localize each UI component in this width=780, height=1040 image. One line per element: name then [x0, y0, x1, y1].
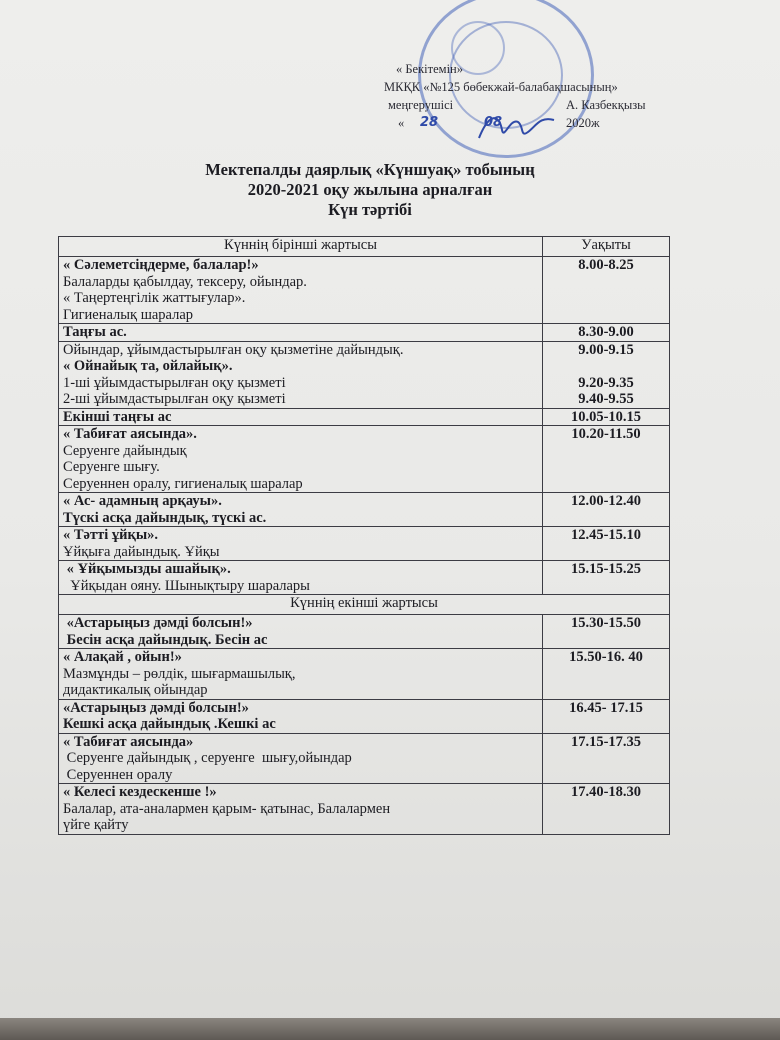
activity-line: Серуенге дайындық , серуенге шығу,ойындар [63, 750, 352, 766]
activity-line: Балаларды қабылдау, тексеру, ойындар. [63, 273, 307, 290]
activity-title: « Тәтті ұйқы». [63, 527, 159, 543]
activity-line: 2-ші ұйымдастырылған оқу қызметі [63, 391, 286, 407]
table-row [59, 784, 670, 835]
activity-line: Ұйқыға дайындық. Ұйқы [63, 543, 220, 560]
activity-line: Бесін асқа дайындық. Бесін ас [63, 631, 268, 648]
time-cell: 8.30-9.00 [543, 324, 670, 342]
activity-line: Ойындар, ұйымдастырылған оқу қызметіне дайындық. [63, 341, 404, 358]
activity-line: дидактикалық ойындар [63, 682, 208, 698]
approval-line-4-right: 2020ж [566, 116, 600, 130]
activity-line: үйге қайту [63, 817, 129, 833]
table-row [59, 426, 670, 493]
table-row [59, 341, 670, 408]
activity-title: « Табиғат аясында» [63, 733, 194, 750]
activity-title: Таңғы ас. [59, 324, 543, 342]
table-row [59, 615, 670, 649]
activity-title: Екінші таңғы ас [59, 408, 543, 426]
activity-title: « Сәлеметсіңдерме, балалар!» [63, 257, 259, 273]
activity-line: Гигиеналық шаралар [63, 306, 194, 323]
document-title-line-1: Мектепалды даярлық «Күншуақ» тобының [205, 160, 535, 179]
activity-title: « Ұйқымызды ашайық». [63, 561, 231, 577]
activity-line: Серуеннен оралу, гигиеналық шаралар [63, 475, 303, 492]
activity-line: Түскі асқа дайындық, түскі ас. [63, 509, 267, 526]
table-row [59, 733, 670, 784]
time-cell: 17.15-17.35 [543, 733, 670, 784]
table-row [59, 493, 670, 527]
time-cell: 10.05-10.15 [543, 408, 670, 426]
table-row [59, 649, 670, 700]
time-value: 9.20-9.35 [578, 374, 634, 391]
header-activity: Күннің бірінші жартысы [59, 237, 543, 257]
header-time: Уақыты [543, 237, 670, 257]
signature-month: 08 [484, 115, 503, 130]
approval-line-1: « Бекітемін» [396, 62, 463, 76]
time-cell: 17.40-18.30 [543, 784, 670, 835]
schedule-table [58, 236, 670, 835]
time-cell: 12.45-15.10 [543, 527, 670, 561]
document-title-line-3: Күн тәртібі [328, 200, 412, 219]
activity-line: Серуеннен оралу [63, 766, 173, 783]
table-row [59, 408, 670, 426]
time-cell: 8.00-8.25 [543, 257, 670, 324]
approval-line-3-left: меңгерушісі [388, 98, 454, 112]
table-row [59, 257, 670, 324]
activity-title: « Табиғат аясында». [63, 426, 197, 442]
table-row [59, 527, 670, 561]
table-row [59, 699, 670, 733]
activity-line: 1-ші ұйымдастырылған оқу қызметі [63, 374, 286, 391]
activity-title: « Келесі кездескенше !» [63, 784, 217, 800]
activity-line: Мазмұнды – рөлдік, шығармашылық, [63, 665, 296, 682]
table-row [59, 561, 670, 595]
activity-title: « Ойнайық та, ойлайық». [63, 358, 233, 374]
time-cell: 15.15-15.25 [543, 561, 670, 595]
table-header-row [59, 237, 670, 257]
section-row [59, 595, 670, 615]
activity-title: « Алақай , ойын!» [63, 649, 182, 665]
approval-line-4-left: « [398, 116, 405, 130]
activity-line: Серуенге шығу. [63, 459, 160, 475]
document-title-line-2: 2020-2021 оқу жылына арналған [247, 180, 493, 199]
section-title: Күннің екінші жартысы [59, 595, 670, 615]
activity-line: Кешкі асқа дайындық .Кешкі ас [63, 716, 276, 732]
time-cell: 15.30-15.50 [543, 615, 670, 649]
approval-line-3-right: А. Казбекқызы [566, 98, 646, 112]
time-cell: 12.00-12.40 [543, 493, 670, 527]
background-surface [0, 1018, 780, 1040]
time-cell: 10.20-11.50 [543, 426, 670, 493]
activity-line: « Таңертеңгілік жаттығулар». [63, 290, 246, 306]
approval-line-2: МКҚК «№125 бөбекжай-балабақшасының» [384, 80, 618, 94]
activity-title: « Ас- адамның арқауы». [63, 493, 222, 509]
activity-line: Балалар, ата-аналармен қарым- қатынас, Балалармен [63, 800, 391, 817]
signature-day: 28 [420, 115, 439, 130]
activity-line: Ұйқыдан ояну. Шынықтыру шаралары [63, 577, 310, 594]
time-cell: 15.50-16. 40 [543, 649, 670, 700]
activity-title: «Астарыңыз дәмді болсын!» [63, 615, 253, 631]
time-cell: 16.45- 17.15 [543, 699, 670, 733]
activity-title: «Астарыңыз дәмді болсын!» [63, 699, 249, 716]
table-row [59, 324, 670, 342]
activity-line: Серуенге дайындық [63, 442, 187, 459]
time-value: 9.40-9.55 [578, 391, 634, 407]
time-value: 9.00-9.15 [578, 341, 634, 358]
